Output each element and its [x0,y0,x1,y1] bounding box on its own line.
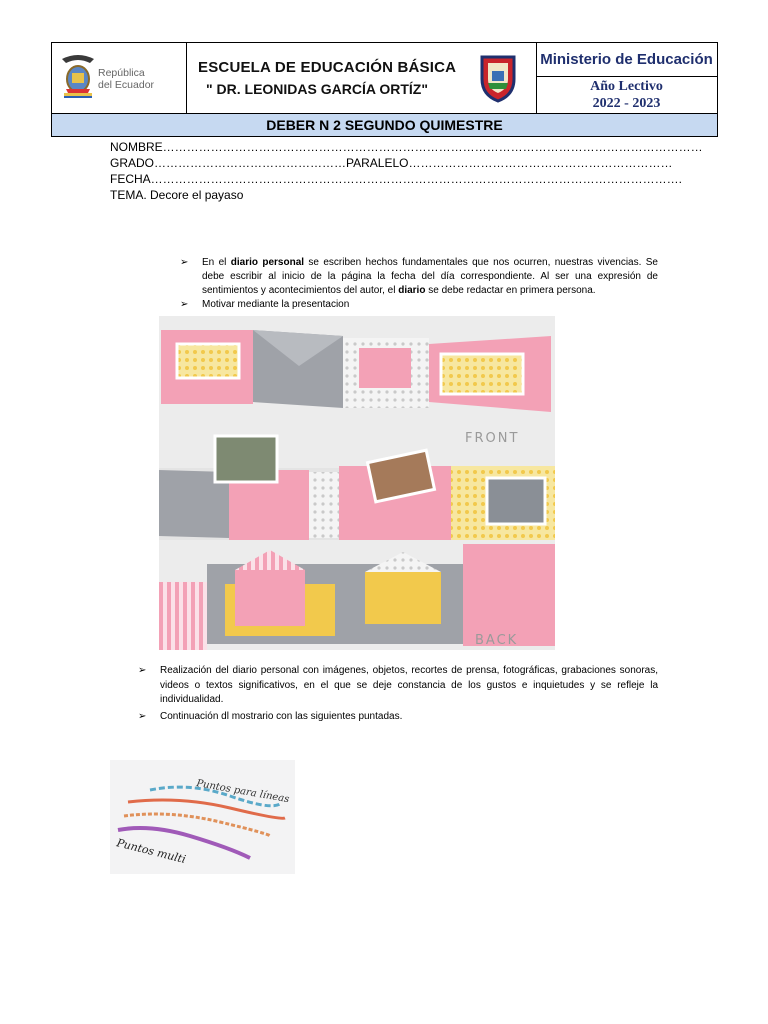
arrowhead-bullet-icon: ➢ [138,710,147,722]
tema-line: TEMA. Decore el payaso [110,188,244,202]
ministerio-title: Ministerio de Educación [536,43,717,77]
bullets-top [180,256,658,312]
stitches-photo [110,760,295,874]
bullets-bottom [138,664,658,726]
bullet-realizacion: ➢ Realización del diario personal con imágenes, objetos, recortes de prensa, fotográficas, grabaciones sonoras, videos o textos significativos, en el que se deje constancia de los gustos e inquietudes y se refleje la individualidad. [138,665,658,705]
diary-photo [159,316,555,650]
header-table [51,42,718,114]
fecha-line: FECHA……………………………………………………………………………………………………………………. [110,172,683,186]
arrowhead-bullet-icon: ➢ [180,299,189,310]
bullet-diario: ➢ En el diario personal se escriben hechos fundamentales que nos ocurren, nuestras vivencias. Se debe escribir al inicio de la página la fecha del día correspondiente. Al ser una expresión de sentimientos y acontecimientos del autor, el diario se debe redactar en primera persona. [180,257,658,296]
assignment-title: DEBER N 2 SEGUNDO QUIMESTRE [51,114,718,137]
ecuador-coat-of-arms-icon [60,53,96,101]
nombre-line: NOMBRE……………………………………………………………………………………………………………………… [110,140,703,154]
arrowhead-bullet-icon: ➢ [180,257,189,268]
grado-paralelo-line: GRADO…………………………………………PARALELO………………………………………………………… [110,156,673,170]
stitch-label-2: Puntos multi [115,836,188,867]
bullet-continuacion: ➢ Continuación dl mostrario con las siguientes puntadas. [138,710,658,725]
stitch-label-1: Puntos para líneas [195,778,291,806]
republica-text: República del Ecuador [98,67,155,91]
front-label: FRONT [465,431,520,446]
school-cell [186,43,537,113]
school-name: ESCUELA DE EDUCACIÓN BÁSICA [198,59,457,76]
arrowhead-bullet-icon: ➢ [138,665,147,676]
republica-cell [52,43,187,113]
school-shield-icon [478,53,518,103]
diary-illustration [159,316,555,650]
ministerio-cell [536,43,717,113]
bullet-motivar: ➢ Motivar mediante la presentacion [180,299,350,310]
ano-lectivo: Año Lectivo 2022 - 2023 [590,79,663,111]
school-subname: " DR. LEONIDAS GARCÍA ORTÍZ" [206,81,428,97]
stitches-illustration [110,760,295,874]
back-label: BACK [475,633,519,648]
